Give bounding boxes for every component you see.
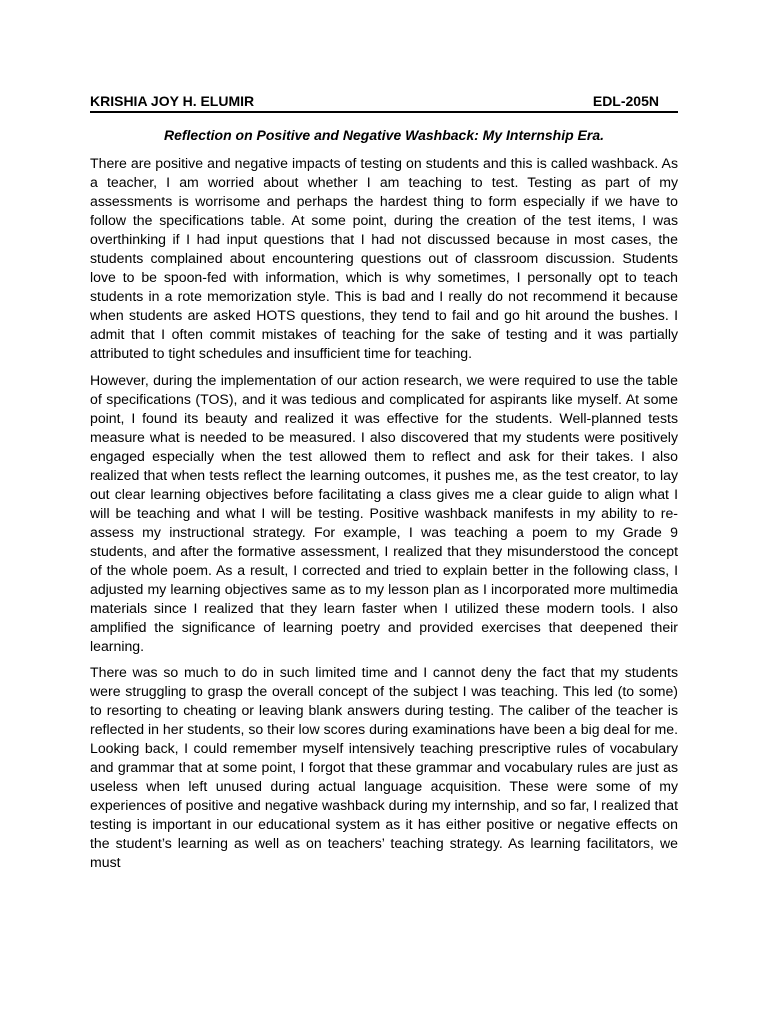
document-body bbox=[90, 154, 678, 872]
paragraph: There was so much to do in such limited time and I cannot deny the fact that my students were struggling to grasp the overall concept of the subject I was teaching. This led (to some) to resorting to cheating or leaving blank answers during testing. The caliber of the teacher is reflected in her students, so their low scores during examinations have been a big deal for me. Looking back, I could remember myself intensively teaching prescriptive rules of vocabulary and grammar that at some point, I forgot that these grammar and vocabulary rules are just as useless when left unused during actual language acquisition. These were some of my experiences of positive and negative washback during my internship, and so far, I realized that testing is important in our educational system as it has either positive or negative effects on the student’s learning as well as on teachers’ teaching strategy. As learning facilitators, we must bbox=[90, 664, 678, 870]
author-name: KRISHIA JOY H. ELUMIR bbox=[90, 93, 255, 109]
document-page bbox=[90, 92, 678, 880]
paragraph: There are positive and negative impacts of testing on students and this is called washback. As a teacher, I am worried about whether I am teaching to test. Testing as part of my assessments is worrisome and perhaps the hardest thing to form especially if we have to follow the specifications table. At some point, during the creation of the test items, I was overthinking if I had input questions that I had not discussed because in most cases, the students complained about encountering questions out of classroom discussion. Students love to be spoon-fed with information, which is why sometimes, I personally opt to teach students in a rote memorization style. This is bad and I really do not recommend it because when students are asked HOTS questions, they tend to fail and go hit around the bushes. I admit that I often commit mistakes of teaching for the sake of testing and it was partially attributed to tight schedules and insufficient time for teaching. bbox=[90, 155, 678, 361]
document-header bbox=[90, 92, 678, 113]
course-code: EDL-205N bbox=[592, 93, 659, 109]
paragraph: However, during the implementation of our action research, we were required to use the table of specifications (TOS), and it was tedious and complicated for aspirants like myself. At some point, I found its beauty and realized it was effective for the students. Well-planned tests measure what is needed to be measured. I also discovered that my students were positively engaged especially when the test allowed them to reflect and ask for their takes. I also realized that when tests reflect the learning outcomes, it pushes me, as the test creator, to lay out clear learning objectives before facilitating a class gives me a clear guide to align what I will be teaching and what I will be testing. Positive washback manifests in my ability to re-assess my instructional strategy. For example, I was teaching a poem to my Grade 9 students, and after the formative assessment, I realized that they misunderstood the concept of the whole poem. As a result, I corrected and tried to explain better in the following class, I adjusted my learning objectives same as to my lesson plan as I incorporated more multimedia materials since I realized that they learn faster when I utilized these modern tools. I also amplified the significance of learning poetry and provided exercises that deepened their learning. bbox=[90, 371, 678, 654]
document-title: Reflection on Positive and Negative Washback: My Internship Era. bbox=[163, 127, 605, 143]
